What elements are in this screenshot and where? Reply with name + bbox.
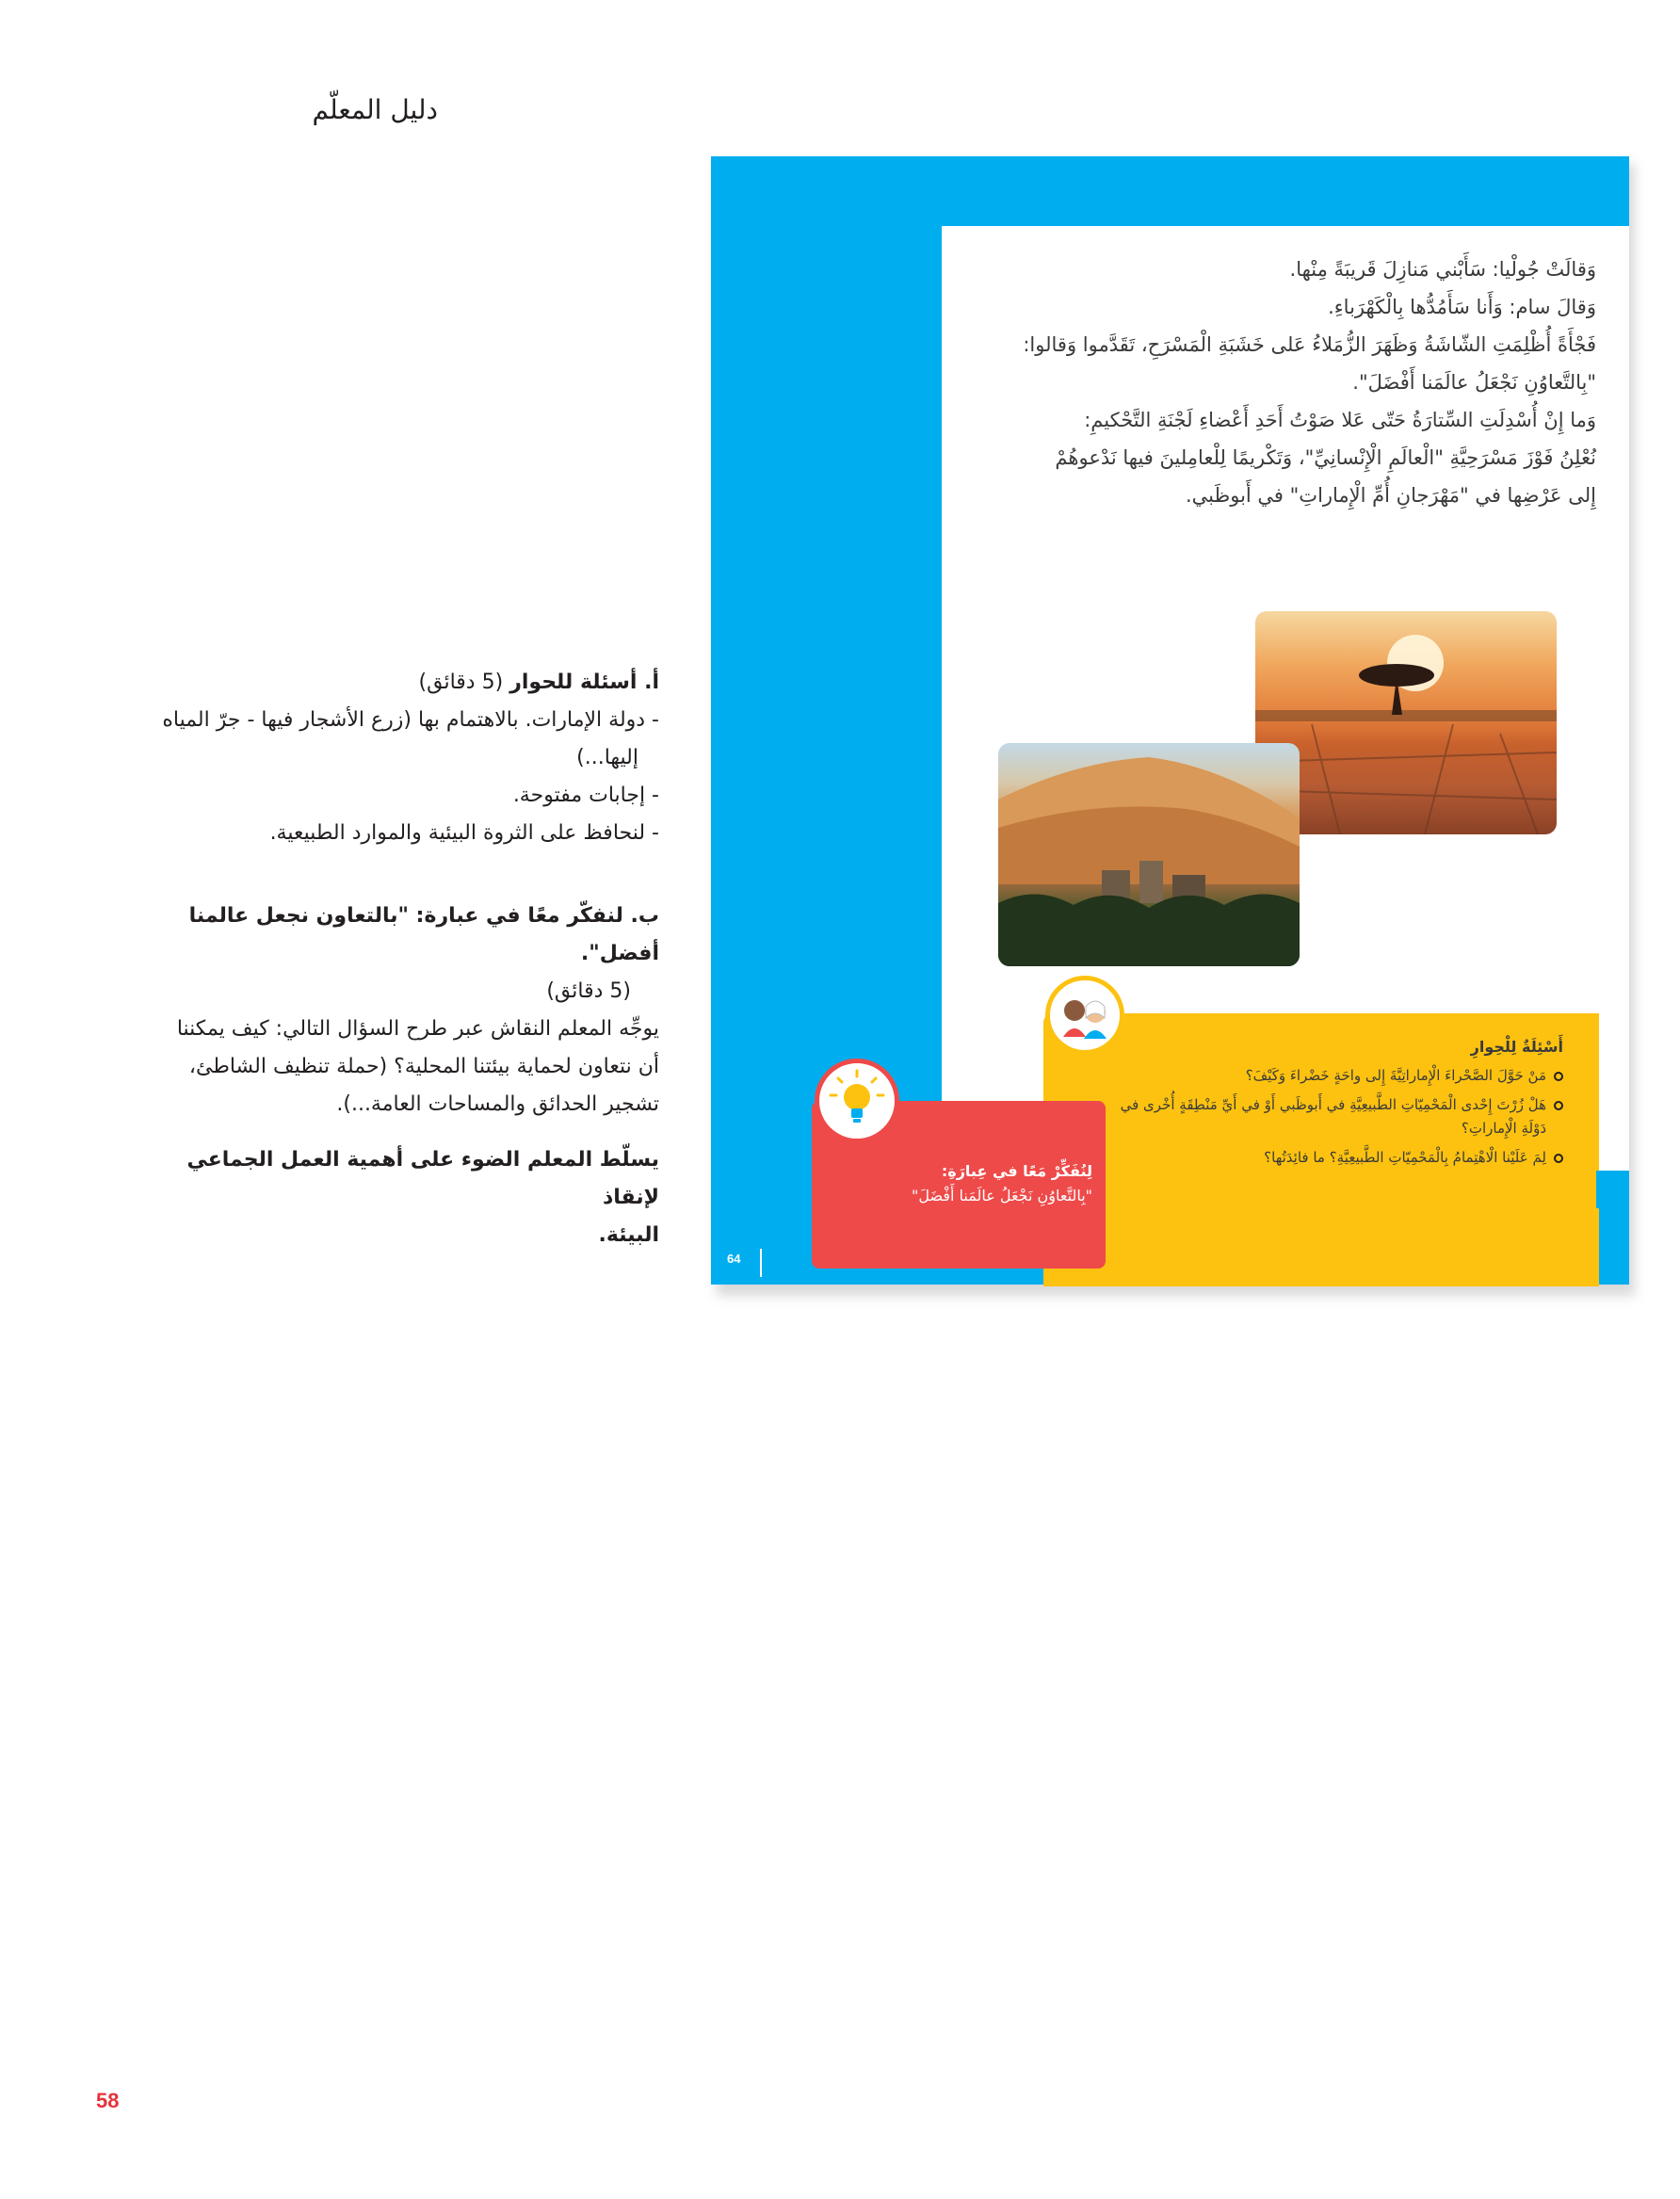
section-b-heading: ب. لنفكّر معًا في عبارة: "بالتعاون نجعل عالمنا أفضل".: [188, 904, 659, 965]
think-title: لِنُفَكِّرْ مَعًا في عِبارَةِ:: [941, 1162, 1092, 1180]
desert-oasis-photo: [998, 743, 1300, 966]
guide-line: يوجِّه المعلم النقاش عبر طرح السؤال التالي: كيف يمكننا: [176, 1017, 659, 1041]
blue-strip: [1596, 1171, 1629, 1208]
story-line: وَقالَتْ جُولْيا: سَأَبْني مَنازِلَ قَريبَةً مِنْها.: [1289, 258, 1596, 281]
page-number: 58: [96, 2089, 120, 2112]
question-item: لِمَ عَلَيْنا الْاهْتِمامُ بِالْمَحْمِيّاتِ الطَّبيعِيَّةِ؟ ما فائِدَتُها؟: [1092, 1146, 1546, 1170]
lightbulb-icon: [815, 1059, 899, 1143]
story-line: وَما إِنْ أُسْدِلَتِ السِّتارَةُ حَتّى عَلا صَوْتُ أَحَدِ أَعْضاءِ لَجْنَةِ التَّحْكيمِ:: [1084, 409, 1596, 431]
think-phrase: "بِالتَّعاوُنِ نَجْعَلُ عالَمَنا أَفْضَلَ": [911, 1187, 1092, 1205]
section-a-heading: أ. أسئلة للحوار: [509, 671, 659, 694]
dialogue-questions: [1092, 1035, 1563, 1175]
desert-scene: [998, 743, 1300, 966]
guide-note-line: يسلّط المعلم الضوء على أهمية العمل الجماعي لإنقاذ: [186, 1148, 659, 1209]
question-list: [1092, 1064, 1563, 1170]
guide-list-item: - إجابات مفتوحة.: [512, 784, 659, 807]
savanna-sunset-photo: [1255, 611, 1557, 834]
story-line: فَجْأَةً أُظْلِمَتِ الشّاشَةُ وَظَهَرَ الزُّمَلاءُ عَلى خَشَبَةِ الْمَسْرَحِ، تَقَدَّموا وَقالوا:: [1023, 333, 1596, 356]
story-line: "بِالتَّعاوُنِ نَجْعَلُ عالَمَنا أَفْضَلَ".: [1352, 371, 1596, 394]
guide-line: أن نتعاون لحماية بيئتنا المحلية؟ (حملة تنظيف الشاطئ،: [188, 1055, 659, 1078]
question-item: مَنْ حَوَّلَ الصَّحْراءَ الْإِماراتِيَّةَ إِلى واحَةٍ خَضْراءَ وَكَيْفَ؟: [1092, 1064, 1546, 1088]
guide-note: [151, 1141, 659, 1254]
section-b-duration: (5 دقائق): [546, 979, 631, 1003]
section-a-duration: (5 دقائق): [418, 671, 504, 694]
people-icon: [1045, 976, 1124, 1055]
savanna-scene: [1255, 611, 1557, 834]
dialogue-title: أَسْئِلَةٌ لِلْحِوارِ: [1470, 1038, 1563, 1056]
guide-list-item: - دولة الإمارات. بالاهتمام بها (زرع الأشجار فيها - جرّ المياه: [162, 708, 659, 732]
guide-list-item: - لنحافظ على الثروة البيئية والموارد الطبيعية.: [269, 821, 659, 845]
page-number-divider: [760, 1249, 762, 1277]
guide-section-b: [151, 897, 659, 1124]
book-page-number: 64: [727, 1252, 741, 1266]
student-book-page: [711, 156, 1629, 1288]
header-title: دليل المعلّم: [312, 94, 438, 125]
guide-list-item: إليها...): [576, 746, 638, 769]
guide-line: تشجير الحدائق والمساحات العامة...).: [336, 1092, 659, 1116]
think-together-text: [829, 1159, 1092, 1208]
guide-section-a: [151, 664, 659, 852]
question-item: هَلْ زُرْتَ إِحْدى الْمَحْمِيّاتِ الطَّبيعِيَّةِ في أَبوظَبي أَوْ في أَيِّ مَنْطِقَةٍ أُخْرى في دَوْلَةِ الْإِماراتِ؟: [1092, 1093, 1546, 1140]
people-icon-graphic: [1050, 980, 1120, 1050]
story-text: [984, 251, 1596, 514]
story-line: إِلى عَرْضِها في "مَهْرَجانِ أُمِّ الْإِماراتِ" في أَبوظَبي.: [1185, 484, 1596, 507]
lightbulb-graphic: [819, 1063, 895, 1139]
story-line: نُعْلِنُ فَوْزَ مَسْرَحِيَّةِ "الْعالَمِ الْإِنْسانِيِّ"، وَتَكْريمًا لِلْعامِلينَ فيها نَدْعوهُمْ: [1055, 446, 1596, 469]
story-line: وَقالَ سام: وَأَنا سَأَمُدُّها بِالْكَهْرَباءِ.: [1328, 296, 1596, 318]
guide-note-line: البيئة.: [598, 1223, 659, 1247]
